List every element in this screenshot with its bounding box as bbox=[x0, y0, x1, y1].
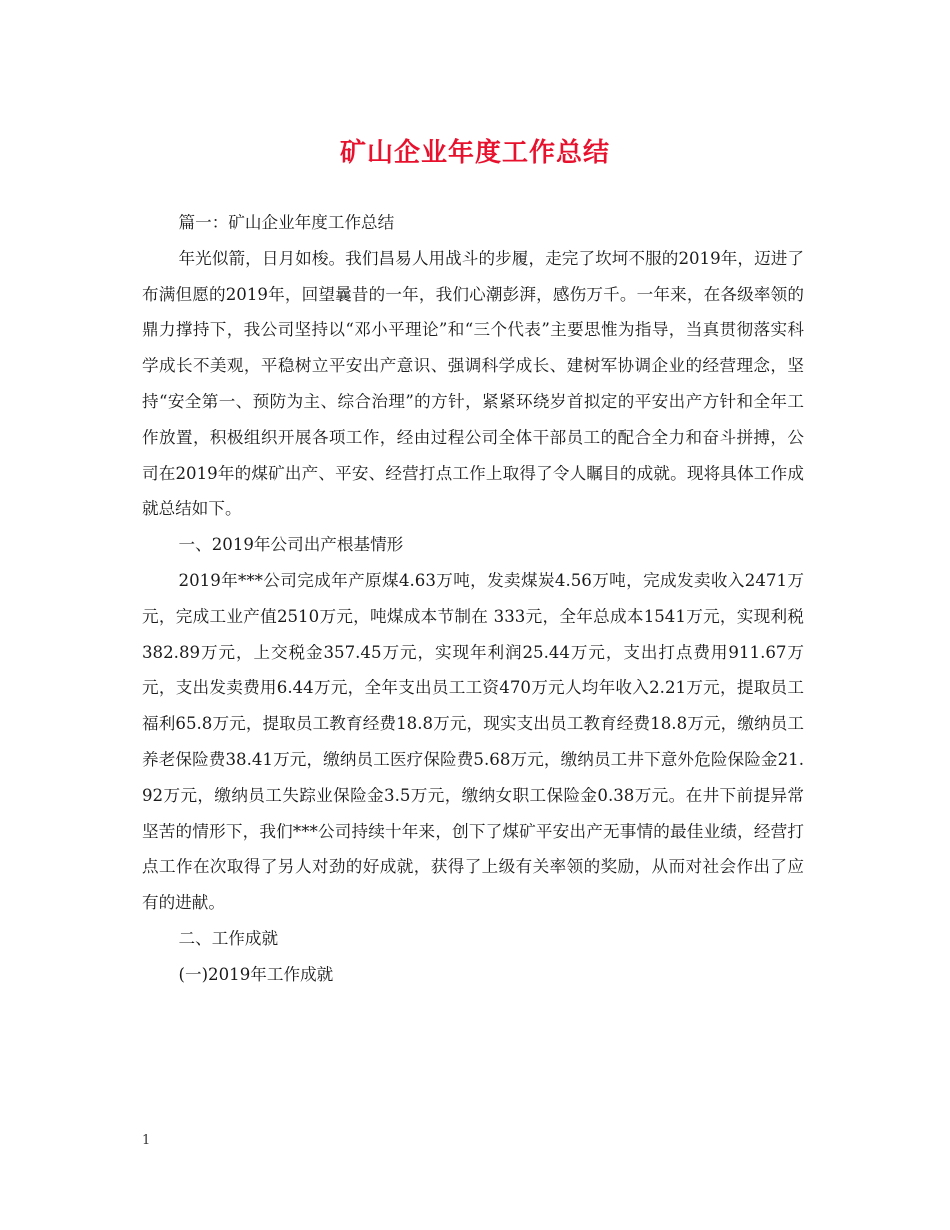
page-number: 1 bbox=[142, 1133, 151, 1148]
document-title: 矿山企业年度工作总结 bbox=[339, 138, 610, 168]
document-body bbox=[142, 205, 804, 993]
production-paragraph: 2019年***公司完成年产原煤4.63万吨，发卖煤炭4.56万吨，完成发卖收入2471万元，完成工业产值2510万元，吨煤成本节制在 333元，全年总成本1541万元，实现利税382.89万元，上交税金357.45万元，实现年利润25.44万元，支出打点费用911.67万元，支出发卖费用6.44万元，全年支出员工工资470万元人均年收入2.21万元，提取员工福利65.8万元，提取员工教育经费18.8万元，现实支出员工教育经费18.8万元，缴纳员工养老保险费38.41万元，缴纳员工医疗保险费5.68万元，缴纳员工井下意外危险保险金21.92万元，缴纳员工失踪业保险金3.5万元，缴纳女职工保险金0.38万元。在井下前提异常坚苦的情形下，我们***公司持续十年来，创下了煤矿平安出产无事情的最佳业绩，经营打点工作在次取得了另人对劲的好成就，获得了上级有关率领的奖励，从而对社会作出了应有的进献。 bbox=[142, 570, 804, 913]
section-heading-achievements: 二、工作成就 bbox=[178, 928, 279, 948]
subsection-heading-2019: (一)2019年工作成就 bbox=[178, 964, 334, 984]
section-heading-part-one: 篇一：矿山企业年度工作总结 bbox=[178, 213, 395, 232]
intro-paragraph: 年光似箭，日月如梭。我们昌易人用战斗的步履，走完了坎坷不服的2019年，迈进了布满但愿的2019年，回望曩昔的一年，我们心潮彭湃，感伤万千。一年来，在各级率领的鼎力撑持下，我公司坚持以“邓小平理论”和“三个代表”主要思惟为指导，当真贯彻落实科学成长不美观，平稳树立平安出产意识、强调科学成长、建树军协调企业的经营理念，坚持“安全第一、预防为主、综合治理”的方针，紧紧环绕岁首拟定的平安出产方针和全年工作放置，积极组织开展各项工作，经由过程公司全体干部员工的配合全力和奋斗拼搏，公司在2019年的煤矿出产、平安、经营打点工作上取得了令人瞩目的成就。现将具体工作成就总结如下。 bbox=[142, 248, 804, 519]
section-heading-production: 一、2019年公司出产根基情形 bbox=[178, 535, 404, 555]
